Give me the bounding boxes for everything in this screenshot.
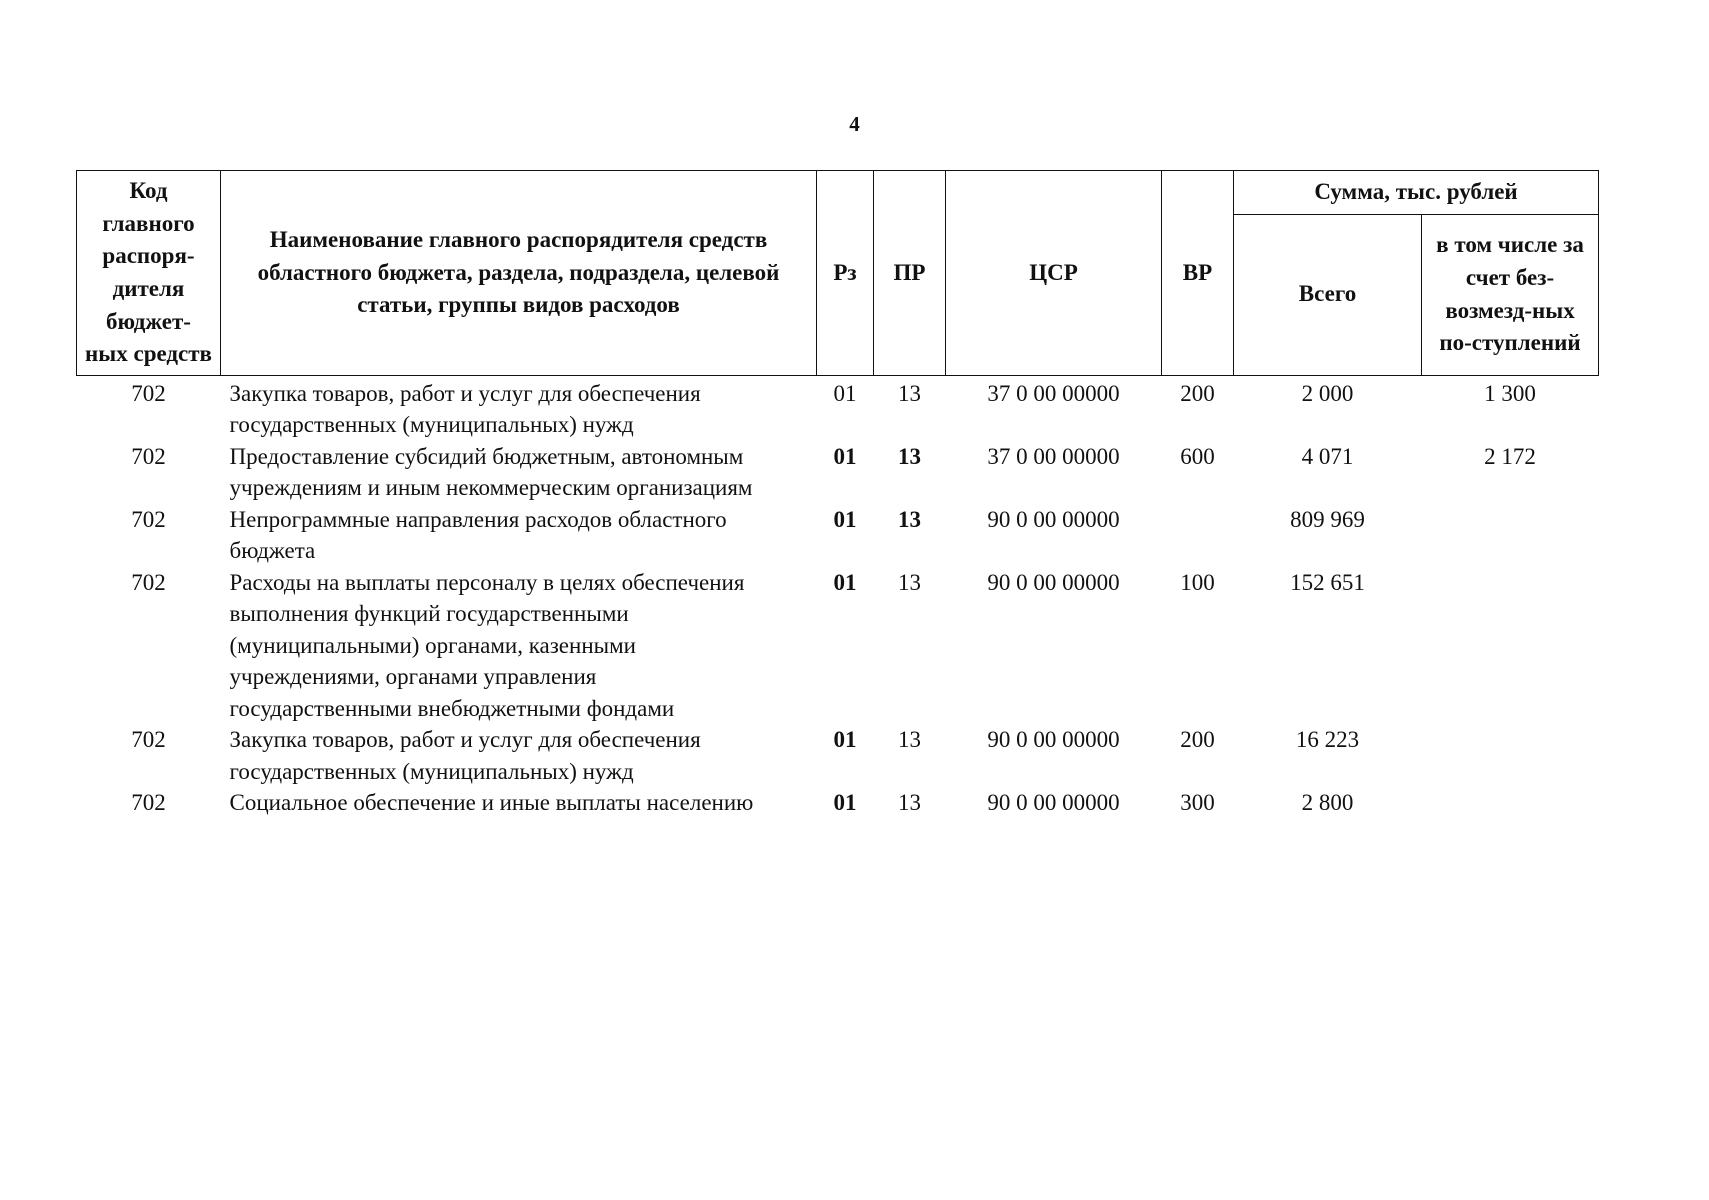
cell-pr: 13 [898,790,921,816]
cell-name: Закупка товаров, работ и услуг для обеспечения государственных (муниципальных) нужд [229,380,701,438]
cell-vr: 200 [1180,727,1215,753]
header-rz: Рз [817,171,874,376]
cell-name: Предоставление субсидий бюджетным, автономным учреждениям и иным некоммерческим организациям [229,443,753,501]
cell-vr: 600 [1180,443,1215,469]
cell-code: 702 [131,790,166,816]
cell-code: 702 [131,380,166,406]
cell-vr: 200 [1180,380,1215,406]
page-number: 4 [849,112,860,136]
table-body [77,375,1599,819]
cell-pr: 13 [898,727,921,753]
cell-vr [1162,504,1234,567]
header-vr: ВР [1162,171,1234,376]
cell-code: 702 [131,443,166,469]
cell-csr: 90 0 00 00000 [987,569,1120,595]
cell-pr: 13 [898,443,921,469]
cell-csr: 37 0 00 00000 [987,380,1120,406]
cell-free [1422,567,1599,725]
cell-vr: 100 [1180,569,1215,595]
table-row [77,567,1599,725]
table-row [77,787,1599,819]
header-free: в том числе за счет без-возмезд-ных по-ступлений [1422,214,1599,375]
cell-name: Расходы на выплаты персоналу в целях обеспечения выполнения функций государственными (муниципальными) органами, казенными учреждениями, органами управления государственными внебюджетными фондами [229,569,745,721]
cell-total: 2 000 [1301,380,1354,406]
cell-total: 4 071 [1301,443,1354,469]
cell-rz: 01 [833,790,857,816]
cell-csr: 90 0 00 00000 [987,790,1120,816]
cell-rz: 01 [833,506,857,532]
cell-code: 702 [131,727,166,753]
cell-rz: 01 [833,443,857,469]
table-header [77,171,1599,376]
cell-vr: 300 [1180,790,1215,816]
cell-code: 702 [131,569,166,595]
cell-name: Социальное обеспечение и иные выплаты населению [229,790,754,816]
cell-rz: 01 [833,727,857,753]
cell-free: 1 300 [1484,380,1536,406]
cell-pr: 13 [898,380,921,406]
cell-code: 702 [131,506,166,532]
cell-rz: 01 [833,380,857,406]
cell-free [1422,504,1599,567]
table-row [77,441,1599,504]
cell-csr: 37 0 00 00000 [987,443,1120,469]
header-csr: ЦСР [946,171,1162,376]
cell-rz: 01 [833,569,857,595]
header-name: Наименование главного распорядителя средств областного бюджета, раздела, подраздела, целевой статьи, группы видов расходов [221,171,817,376]
cell-name: Закупка товаров, работ и услуг для обеспечения государственных (муниципальных) нужд [229,727,701,784]
cell-pr: 13 [898,506,921,532]
cell-free: 2 172 [1484,443,1536,469]
cell-total: 2 800 [1301,790,1354,816]
cell-free [1422,724,1599,787]
cell-free [1422,787,1599,819]
cell-name: Непрограммные направления расходов областного бюджета [229,506,727,564]
header-pr: ПР [874,171,946,376]
header-total: Всего [1234,214,1422,375]
budget-table [76,170,1599,819]
table-row [77,724,1599,787]
header-sum: Сумма, тыс. рублей [1234,171,1599,215]
cell-total: 809 969 [1290,506,1365,532]
header-code: Код главного распоря-дителя бюджет-ных средств [77,171,221,376]
cell-csr: 90 0 00 00000 [987,506,1120,532]
cell-total: 16 223 [1295,727,1360,753]
cell-total: 152 651 [1290,569,1365,595]
table-row [77,375,1599,441]
cell-csr: 90 0 00 00000 [987,727,1120,753]
table-row [77,504,1599,567]
cell-pr: 13 [898,569,921,595]
